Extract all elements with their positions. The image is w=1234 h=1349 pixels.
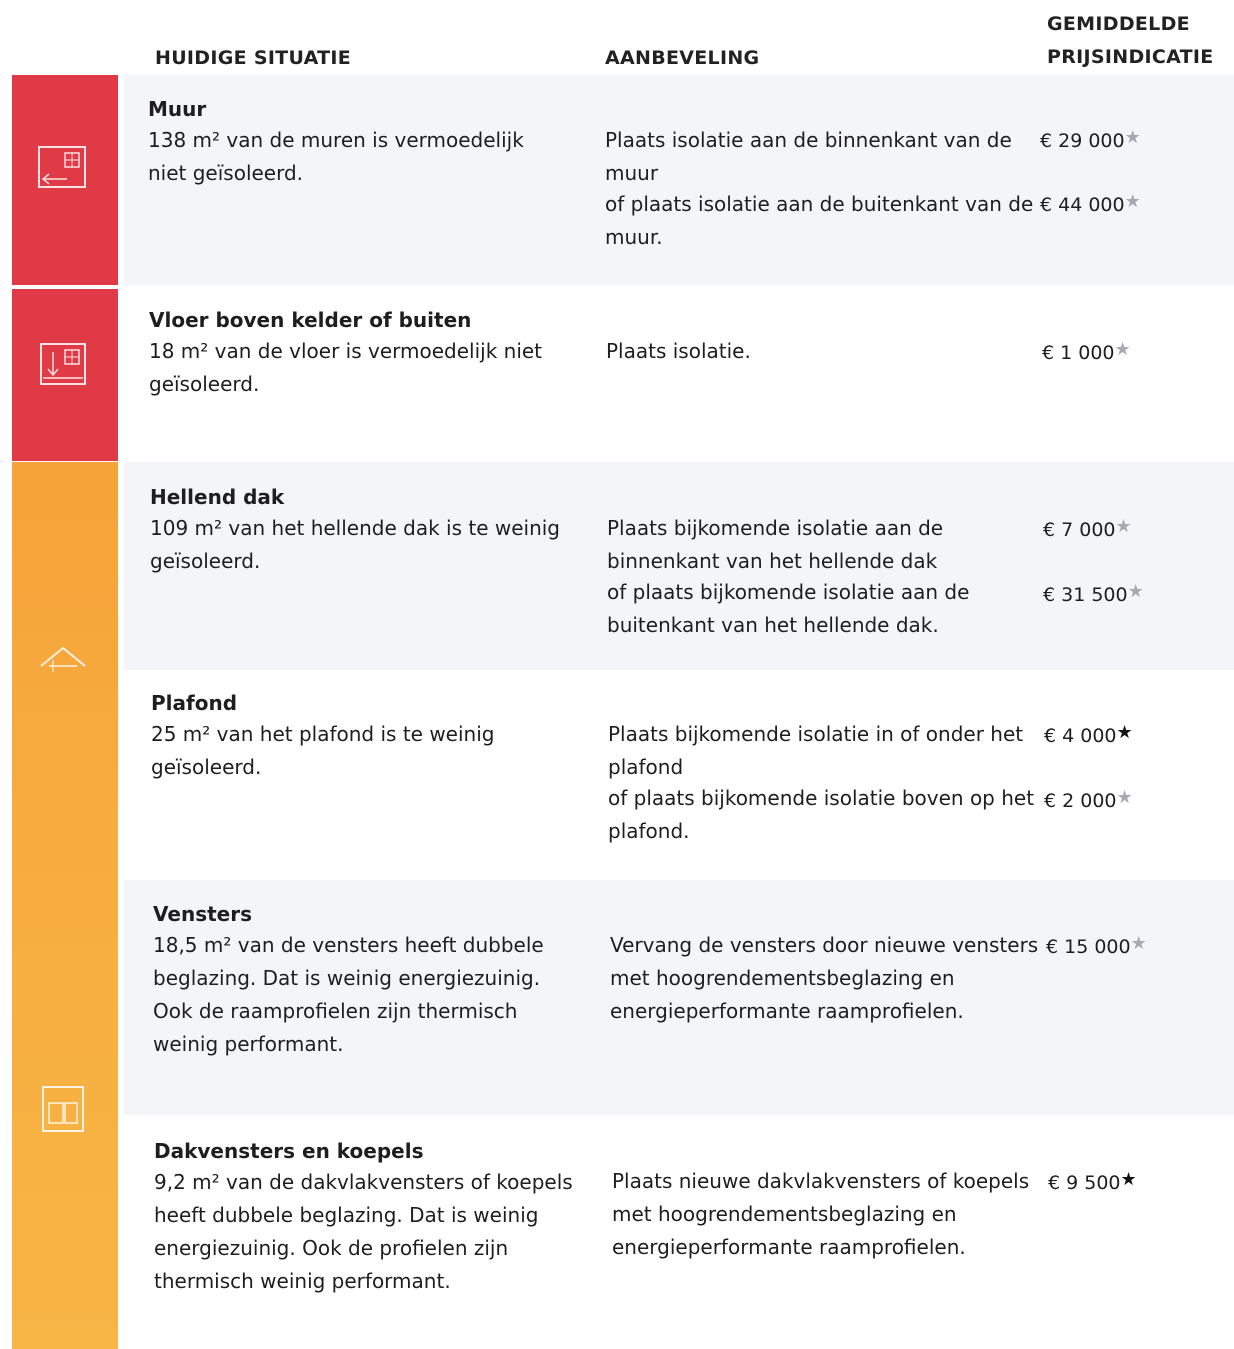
price-hellend-dak-1: [1043, 515, 1132, 542]
header-current-situation: HUIDIGE SITUATIE: [155, 47, 352, 69]
item-title-plafond: Plafond: [151, 691, 238, 715]
star-icon: ★: [1120, 1169, 1137, 1190]
wall-insulation-icon: [37, 143, 89, 195]
recommendation-hellend-dak-2: of plaats bijkomende isolatie aan de buitenkant van het hellende dak.: [607, 580, 970, 637]
item-title-muur: Muur: [148, 97, 207, 121]
star-icon: ★: [1124, 127, 1141, 148]
recommendation-vensters-1: Vervang de vensters door nieuwe vensters met hoogrendementsbeglazing en energieperformante raamprofielen.: [610, 933, 1039, 1023]
price-vloer-1: [1042, 338, 1131, 365]
price-dakvensters-1: [1048, 1168, 1137, 1195]
price-value: € 1 000: [1042, 342, 1115, 364]
recommendation-muur-1: Plaats isolatie aan de binnenkant van de muur: [605, 128, 1012, 185]
price-value: € 2 000: [1044, 790, 1117, 812]
price-hellend-dak-2: [1043, 580, 1144, 607]
recommendation-plafond-2: of plaats bijkomende isolatie boven op het plafond.: [608, 786, 1035, 843]
price-plafond-1: [1044, 721, 1133, 748]
header-recommendation: AANBEVELING: [605, 47, 760, 69]
price-value: € 44 000: [1040, 194, 1125, 216]
price-value: € 29 000: [1040, 130, 1125, 152]
price-muur-1: [1040, 126, 1141, 153]
star-icon: ★: [1130, 933, 1147, 954]
item-title-dakvensters: Dakvensters en koepels: [154, 1139, 424, 1163]
item-situation-plafond: 25 m² van het plafond is te weinig geïsoleerd.: [151, 722, 495, 779]
item-title-vloer: Vloer boven kelder of buiten: [149, 308, 472, 332]
floor-insulation-icon: [37, 338, 89, 390]
star-icon: ★: [1116, 722, 1133, 743]
star-icon: ★: [1115, 516, 1132, 537]
price-plafond-2: [1044, 786, 1133, 813]
price-value: € 31 500: [1043, 584, 1128, 606]
star-icon: ★: [1124, 191, 1141, 212]
price-value: € 4 000: [1044, 725, 1117, 747]
star-icon: ★: [1114, 339, 1131, 360]
recommendation-muur-2: of plaats isolatie aan de buitenkant van de muur.: [605, 192, 1034, 249]
recommendation-hellend-dak-1: Plaats bijkomende isolatie aan de binnenkant van het hellende dak: [607, 516, 944, 573]
price-value: € 9 500: [1048, 1172, 1121, 1194]
item-title-hellend-dak: Hellend dak: [150, 485, 285, 509]
item-title-vensters: Vensters: [153, 902, 252, 926]
recommendation-plafond-1: Plaats bijkomende isolatie in of onder het plafond: [608, 722, 1024, 779]
star-icon: ★: [1127, 581, 1144, 602]
item-situation-dakvensters: 9,2 m² van de dakvlakvensters of koepels heeft dubbele beglazing. Dat is weinig energiezuinig. Ook de profielen zijn thermisch weinig performant.: [154, 1170, 573, 1293]
price-vensters-1: [1046, 932, 1147, 959]
price-value: € 15 000: [1046, 936, 1131, 958]
item-situation-vloer: 18 m² van de vloer is vermoedelijk niet geïsoleerd.: [149, 339, 543, 396]
item-situation-vensters: 18,5 m² van de vensters heeft dubbele beglazing. Dat is weinig energiezuinig. Ook de raamprofielen zijn thermisch weinig performant.: [153, 933, 544, 1056]
roof-icon: [37, 632, 89, 684]
header-price-line1: GEMIDDELDE: [1047, 13, 1190, 35]
recommendation-vloer-1: Plaats isolatie.: [606, 339, 751, 363]
price-muur-2: [1040, 190, 1141, 217]
energy-band-orange: [12, 462, 118, 1349]
header-price-label: PRIJSINDICATIE: [1047, 46, 1214, 68]
item-situation-hellend-dak: 109 m² van het hellende dak is te weinig geïsoleerd.: [150, 516, 560, 573]
recommendation-dakvensters-1: Plaats nieuwe dakvlakvensters of koepels met hoogrendementsbeglazing en energieperformante raamprofielen.: [612, 1169, 1030, 1259]
window-icon: [37, 1083, 89, 1135]
item-situation-muur: 138 m² van de muren is vermoedelijk niet geïsoleerd.: [148, 128, 524, 185]
star-icon: ★: [1116, 787, 1133, 808]
price-value: € 7 000: [1043, 519, 1116, 541]
